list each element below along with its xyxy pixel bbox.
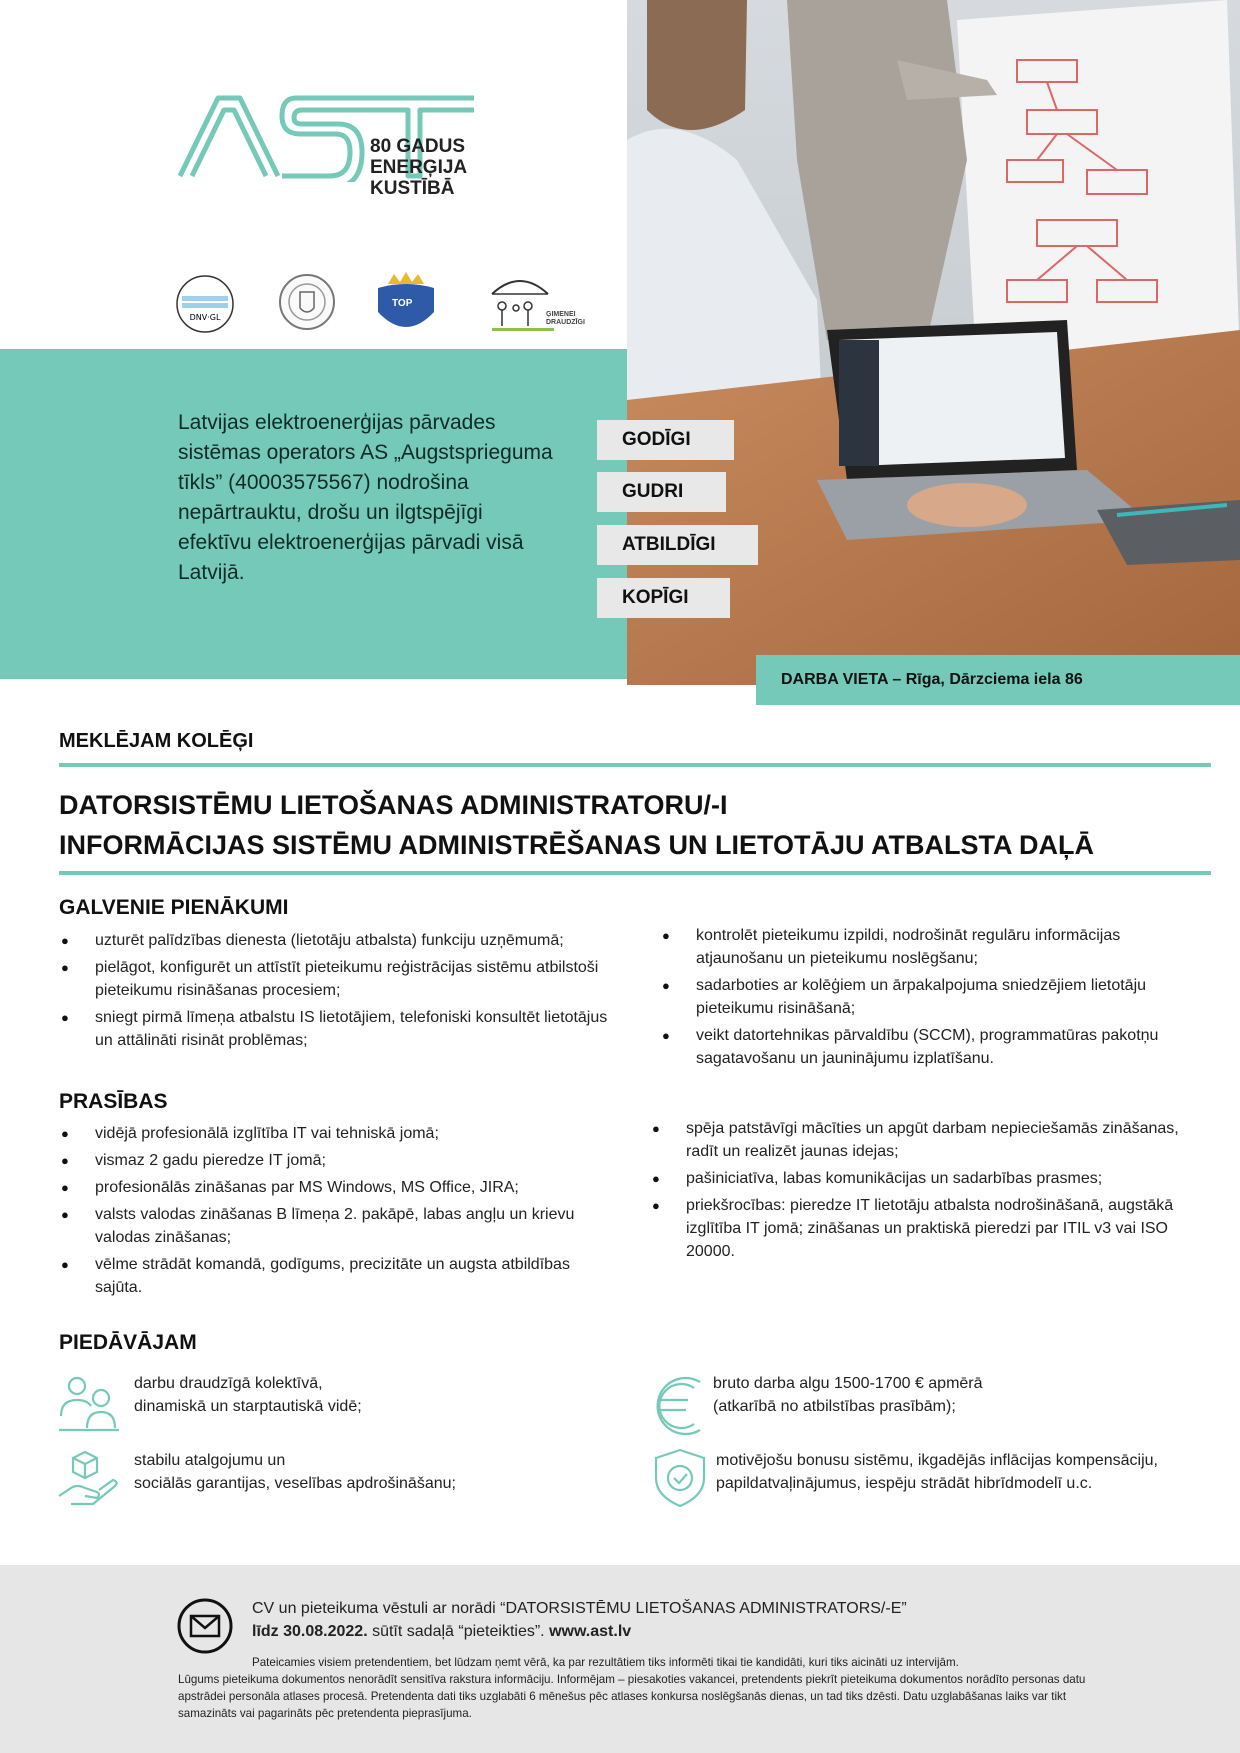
company-intro: Latvijas elektroenerģijas pārvades sistēmas operators AS „Augstsprieguma tīkls” (40003575567) nodrošina nepārtrauktu, drošu un ilgtspējīgi efektīvu elektroenerģijas pārvadi visā Latvijā.	[178, 411, 553, 584]
top-employer-badge-icon	[378, 272, 434, 327]
send-text: sūtīt sadaļā “pieteikties”.	[367, 1623, 550, 1640]
list-item: ● vidējā profesionālā izglītība IT vai tehniskā jomā;	[59, 1122, 619, 1145]
workplace-banner: DARBA VIETA – Rīga, Dārzciema iela 86	[756, 655, 1240, 705]
offer-item-salary: bruto darba algu 1500-1700 € apmērā (atkarībā no atbilstības prasībām);	[713, 1375, 983, 1415]
divider-bottom	[59, 871, 1211, 875]
list-item: ● profesionālās zināšanas par MS Windows, MS Office, JIRA;	[59, 1176, 619, 1199]
list-item: ● vēlme strādāt komandā, godīgums, precizitāte un augsta atbildības sajūta.	[59, 1253, 619, 1299]
svg-text:ĢIMENEI: ĢIMENEI	[546, 311, 576, 318]
list-item: ● sniegt pirmā līmeņa atbalstu IS lietotājiem, telefoniski konsultēt lietotājus un attālināti risināt problēmas;	[59, 1006, 619, 1052]
svg-text:TOP: TOP	[392, 298, 413, 309]
privacy-line1: Pateicamies visiem pretendentiem, bet lūdzam ņemt vērā, ka par rezultātiem tiks informēti tikai tie kandidāti, kuri tiks aicināti uz intervijām.	[252, 1656, 959, 1669]
cv-text: CV un pieteikuma vēstuli ar norādi “DATORSISTĒMU LIETOŠANAS ADMINISTRATORS/-E”	[252, 1600, 907, 1617]
offer-heading: PIEDĀVĀJAM	[59, 1331, 197, 1354]
privacy-notice	[178, 1654, 1108, 1722]
list-item: ● uzturēt palīdzības dienesta (lietotāju atbalsta) funkciju uzņēmumā;	[59, 929, 619, 952]
offer-item-guarantees: stabilu atalgojumu un sociālās garantijas, veselības apdrošināšanu;	[134, 1452, 456, 1492]
website-link[interactable]: www.ast.lv	[549, 1623, 632, 1640]
family-friendly-icon	[492, 281, 585, 331]
dnv-gl-certificate-icon	[177, 276, 233, 332]
certificate-badges	[170, 270, 590, 340]
coat-of-arms-seal-icon	[280, 275, 334, 329]
hand-box-icon	[57, 1446, 121, 1510]
requirements-list-right	[650, 1117, 1215, 1267]
svg-text:DNV·GL: DNV·GL	[189, 313, 221, 322]
job-title	[59, 785, 1211, 865]
deadline: līdz 30.08.2022.	[252, 1623, 368, 1640]
job-title-line2: INFORMĀCIJAS SISTĒMU ADMINISTRĒŠANAS UN LIETOTĀJU ATBALSTA DAĻĀ	[59, 830, 1095, 860]
mail-icon	[176, 1597, 234, 1655]
divider-top	[59, 763, 1211, 767]
list-item: ● valsts valodas zināšanas B līmeņa 2. pakāpē, labas angļu un krievu valodas zināšanas;	[59, 1203, 619, 1249]
value-honest: GODĪGI	[597, 420, 734, 460]
privacy-rest: Lūgums pieteikuma dokumentos nenorādīt sensitīva rakstura informāciju. Informējam – piesakoties vakancei, pretendents piekrīt pieteikuma dokumentos norādīto personas datu apstrādei personāla atlases procesā. Pretendenta dati tiks uzglabāti 6 mēnešus pēc atlases konkursa noslēgšanās dienas, un tad tiks dzēsti. Datu uzglabāšanas laiks var tikt samazināts vai pagarināts pēc pretendenta pieprasījuma.	[178, 1673, 1086, 1720]
team-icon	[57, 1372, 121, 1436]
list-item: ● kontrolēt pieteikumu izpildi, nodrošināt regulāru informācijas atjaunošanu un pieteikumu noslēgšanu;	[660, 924, 1205, 970]
duties-list-right	[660, 924, 1205, 1074]
list-item: ● sadarboties ar kolēģiem un ārpakalpojuma sniedzējiem lietotāju pieteikumu risināšanā;	[660, 974, 1205, 1020]
job-title-line1: DATORSISTĒMU LIETOŠANAS ADMINISTRATORU/-I	[59, 790, 728, 820]
requirements-heading: PRASĪBAS	[59, 1090, 168, 1113]
duties-heading: GALVENIE PIENĀKUMI	[59, 896, 289, 919]
offer-item-team: darbu draudzīgā kolektīvā, dinamiskā un starptautiskā vidē;	[134, 1375, 362, 1415]
value-responsible: ATBILDĪGI	[597, 525, 758, 565]
list-item: ● vismaz 2 gadu pieredze IT jomā;	[59, 1149, 619, 1172]
application-instructions	[252, 1597, 907, 1643]
euro-icon	[648, 1372, 712, 1436]
shield-check-icon	[648, 1446, 712, 1510]
offer-item-bonus: motivējošu bonusu sistēmu, ikgadējās inflācijas kompensāciju, papildatvaļinājumus, iespēju strādāt hibrīdmodelī u.c.	[716, 1452, 1158, 1492]
list-item: ● veikt datortehnikas pārvaldību (SCCM), programmatūras pakotņu sagatavošanu un jauninājumu izplatīšanu.	[660, 1024, 1205, 1070]
logo-tagline: 80 GADUS ENERĢIJA KUSTĪBĀ	[370, 136, 468, 199]
value-together: KOPĪGI	[597, 578, 730, 618]
duties-list-left	[59, 929, 619, 1056]
svg-text:DRAUDZĪGI: DRAUDZĪGI	[546, 319, 585, 326]
list-item: ● spēja patstāvīgi mācīties un apgūt darbam nepieciešamās zināšanas, radīt un realizēt jaunas idejas;	[650, 1117, 1215, 1163]
list-item: ● priekšrocības: pieredze IT lietotāju atbalsta nodrošināšanā, augstākā izglītība IT jomā; zināšanas un praktiskā pieredzi par ITIL v3 vai ISO 20000.	[650, 1194, 1215, 1263]
list-item: ● pielāgot, konfigurēt un attīstīt pieteikumu reģistrācijas sistēmu atbilstoši pieteikumu risināšanas procesiem;	[59, 956, 619, 1002]
eyebrow-heading: MEKLĒJAM KOLĒĢI	[59, 730, 254, 752]
list-item: ● pašiniciatīva, labas komunikācijas un sadarbības prasmes;	[650, 1167, 1215, 1190]
value-smart: GUDRI	[597, 472, 726, 512]
requirements-list-left	[59, 1122, 619, 1303]
